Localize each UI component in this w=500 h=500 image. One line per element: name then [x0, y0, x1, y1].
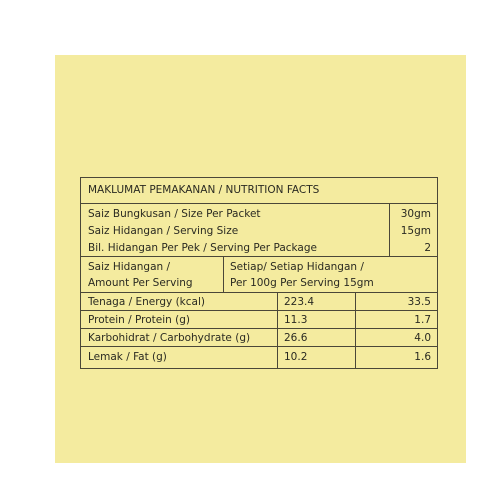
nutrition-facts-table [80, 177, 438, 369]
packet-size-value: 30gm [400, 208, 431, 220]
nutrient-row [81, 329, 437, 347]
per-serving-value: 1.7 [414, 314, 431, 326]
nutrient-label: Tenaga / Energy (kcal) [88, 296, 205, 308]
amount-header-cell [81, 257, 223, 292]
nutrient-label: Protein / Protein (g) [88, 314, 191, 326]
nutrient-row [81, 293, 437, 311]
serving-size-value: 15gm [400, 225, 431, 237]
nutrient-label: Lemak / Fat (g) [88, 351, 167, 363]
nutrient-label: Karbohidrat / Carbohydrate (g) [88, 332, 251, 344]
nutrient-row [81, 311, 437, 329]
per-header-line2: Per 100g Per Serving 15gm [230, 277, 374, 289]
nutrient-label-cell [81, 311, 277, 328]
per-serving-cell [355, 347, 437, 368]
table-title: MAKLUMAT PEMAKANAN / NUTRITION FACTS [88, 184, 320, 196]
per100-value: 26.6 [284, 332, 308, 344]
per100-cell [277, 293, 355, 310]
per-serving-value: 33.5 [407, 296, 431, 308]
per100-cell [277, 329, 355, 346]
nutrient-row [81, 347, 437, 368]
per-serving-cell [355, 329, 437, 346]
per100-value: 11.3 [284, 314, 308, 326]
per-serving-cell [355, 293, 437, 310]
per100-cell [277, 347, 355, 368]
amount-header-line1: Saiz Hidangan / [88, 261, 171, 273]
per-serving-value: 4.0 [414, 332, 431, 344]
per100-cell [277, 311, 355, 328]
per-serving-cell [355, 311, 437, 328]
nutrient-label-cell [81, 329, 277, 346]
per-header-cell [223, 257, 437, 292]
title-row [81, 178, 437, 204]
serving-size-label: Saiz Hidangan / Serving Size [88, 225, 239, 237]
nutrient-label-cell [81, 347, 277, 368]
column-header-row [81, 257, 437, 293]
servings-per-package-label: Bil. Hidangan Per Pek / Serving Per Package [88, 242, 317, 254]
packet-values-cell [389, 204, 437, 256]
packet-section [81, 204, 437, 257]
nutrient-label-cell [81, 293, 277, 310]
packet-labels-cell [81, 204, 389, 256]
servings-per-package-value: 2 [424, 242, 431, 254]
amount-header-line2: Amount Per Serving [88, 277, 193, 289]
per-serving-value: 1.6 [414, 351, 431, 363]
per-header-line1: Setiap/ Setiap Hidangan / [230, 261, 364, 273]
packet-size-label: Saiz Bungkusan / Size Per Packet [88, 208, 261, 220]
per100-value: 223.4 [284, 296, 315, 308]
per100-value: 10.2 [284, 351, 308, 363]
